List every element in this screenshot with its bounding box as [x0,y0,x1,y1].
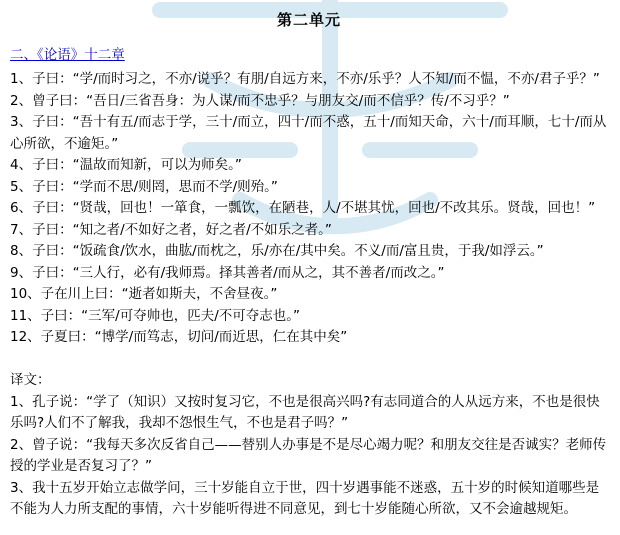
translation-line-2: 2、曾子说：“我每天多次反省自己——替别人办事是不是尽心竭力呢？和朋友交往是否诚实？老师传授的学业是否复习了？” [10,436,607,474]
original-line-3: 3、子曰：“吾十有五/而志于学，三十/而立，四十/而不惑，五十/而知天命，六十/而耳顺，七十/而从心所欲，不逾矩。” [10,114,607,152]
original-line-7: 7、子曰：“知之者/不如好之者，好之者/不如乐之者。” [10,221,332,238]
translation-label: 译文： [10,372,51,388]
section-heading-wrap [10,44,608,69]
translation-line-1: 1、孔子说：“学了（知识）又按时复习它，不也是很高兴吗?有志同道合的人从远方来，不也是很快乐吗?人们不了解我，我却不怨恨生气，不也是君子吗？” [10,393,600,431]
original-line-4: 4、子曰：“温故而知新，可以为师矣。” [10,157,242,173]
section-heading[interactable]: 二、《论语》十二章 [10,47,125,63]
page-title: 第二单元 [276,11,341,29]
original-line-6: 6、子曰：“贤哉，回也！一箪食，一瓢饮，在陋巷，人/不堪其忧，回也/不改其乐。贤哉，回也！” [10,200,596,216]
original-line-11: 11、子曰：“三军/可夺帅也，匹夫/不可夺志也。” [10,307,301,324]
original-line-1: 1、子曰：“学/而时习之，不亦/说乎？有朋/自远方来，不亦/乐乎？人不知/而不愠，不亦/君子乎？” [10,71,600,87]
original-line-10: 10、子在川上曰：“逝者如斯夫，不舍昼夜。” [10,286,278,302]
original-line-5: 5、子曰：“学而不思/则罔，思而不学/则殆。” [10,178,278,195]
original-line-8: 8、子曰：“饭疏食/饮水，曲肱/而枕之，乐/亦在/其中矣。不义/而/富且贵，于我/如浮云。” [10,243,544,259]
original-line-2: 2、曾子曰：“吾日/三省吾身：为人谋/而不忠乎？与朋友交/而不信乎？传/不习乎？” [10,92,510,109]
translation-line-3: 3、我十五岁开始立志做学问，三十岁能自立于世，四十岁遇事能不迷惑，五十岁的时候知道哪些是不能为人力所支配的事情，六十岁能听得进不同意见，到七十岁能随心所欲，又不会逾越规矩。 [10,479,600,517]
original-line-12: 12、子夏曰：“博学/而笃志，切问/而近思，仁在其中矣” [10,329,348,345]
spacer [10,349,608,371]
original-line-9: 9、子曰：“三人行，必有/我师焉。择其善者/而从之，其不善者/而改之。” [10,264,445,281]
